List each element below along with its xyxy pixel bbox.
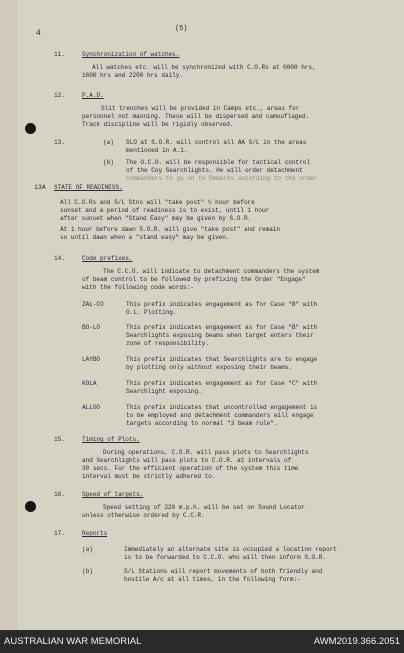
code-word: ALLOO <box>82 404 101 411</box>
section-15-line: During operations, C.O.R. will pass plots to Searchlights <box>103 449 309 456</box>
code-description-line: to be employed and detachment commanders will engage <box>126 412 314 419</box>
section-14-number: 14. <box>54 255 65 262</box>
section-15-line: and Searchlights will pass plots to C.O.R. at intervals of <box>82 457 292 464</box>
code-word: KOLA <box>82 380 97 387</box>
section-13-number: 13. <box>54 139 65 146</box>
section-13-b-line: The O.C.O. will be responsible for tactical control <box>126 159 310 166</box>
page-number: (5) <box>175 25 188 33</box>
section-17-a-line: Immediately an alternate site is occupied a location report <box>124 546 337 553</box>
margin-mark: 4 <box>36 29 41 38</box>
section-16-line: Speed setting of 220 m.p.h. will be set on Sound Locator <box>103 504 305 511</box>
section-15-title: Timing of Plots. <box>82 436 140 443</box>
code-description-line: G.L. Plotting. <box>126 309 177 316</box>
section-16-line: unless otherwise ordered by C.C.R. <box>82 512 205 519</box>
section-13a-line: sunset and a period of readiness is to exist, until 1 hour <box>60 207 270 214</box>
section-15-line: 30 secs. For the efficient operation of the system this time <box>82 465 299 472</box>
footer-accession-number: AWM2019.366.2051 <box>313 636 400 647</box>
code-description-line: This prefix indicates that Searchlights are to engage <box>126 356 318 363</box>
code-description-line: This prefix indicates engagement as for Case "B" with <box>126 324 318 331</box>
code-description-line: Searchlight exposing. <box>126 388 202 395</box>
code-description-line: This prefix indicates engagement as for Case "C" with <box>126 380 318 387</box>
section-12-title: P.A.D. <box>82 92 104 99</box>
section-11-title: Synchronization of watches. <box>82 51 180 58</box>
section-17-title: Reports <box>82 530 108 537</box>
section-17-b-line: hostile A/c at all times, in the following form:- <box>124 576 301 583</box>
punch-hole <box>25 123 36 134</box>
section-11-number: 11. <box>54 51 65 58</box>
section-13-b-line: of the Coy Searchlights. He will order detachment <box>126 167 303 174</box>
code-word: LAYBO <box>82 356 101 363</box>
section-16-number: 16. <box>54 491 65 498</box>
code-description-line: targets according to normal "3 beam rule". <box>126 420 278 427</box>
section-13a-line: All C.O.Rs and S/L Stns will "take post" ½ hour before <box>60 199 255 206</box>
section-13a-title: STATE OF READINESS. <box>54 184 123 191</box>
section-11-line: 1600 hrs and 2200 hrs daily. <box>82 72 183 79</box>
section-17-number: 17. <box>54 530 65 537</box>
code-description-line: This prefix indicates that uncontrolled engagement is <box>126 404 318 411</box>
section-12-line: Slit trenches will be provided in Camps etc., areas for <box>101 105 300 112</box>
code-description-line: Searchlights exposing beams when target enters their <box>126 332 314 339</box>
section-15-line: interval must be strictly adhered to. <box>82 473 216 480</box>
section-11-line: All watches etc. will be synchronized with C.O.Rs at 0800 hrs, <box>92 64 316 71</box>
section-14-intro-line: of beam control to be followed by prefixing the Order "Engage" <box>82 276 306 283</box>
section-13-a-line: mentioned in A.1. <box>126 147 188 154</box>
code-description-line: This prefix indicates engagement as for Case "B" with <box>126 301 318 308</box>
section-13-b-line-obscured: commanders to go on to Remarks according to the order <box>126 175 318 182</box>
section-15-number: 15. <box>54 436 65 443</box>
section-16-title: Speed of targets. <box>82 491 144 498</box>
section-13a-number: 13A <box>34 184 46 191</box>
section-13-b-label: (b) <box>103 159 114 166</box>
section-17-a-line: is to be forwarded to C.C.O. who will then inform S.O.R. <box>124 554 326 561</box>
section-12-line: personnel not manning. These will be dispersed and camouflaged. <box>82 113 310 120</box>
footer-institution: AUSTRALIAN WAR MEMORIAL <box>4 636 142 647</box>
code-description-line: by plotting only without exposing their beams. <box>126 364 292 371</box>
section-13a-line: after sunset when "Stand Easy" may be given by S.O.R. <box>60 215 252 222</box>
code-word: BO-LO <box>82 324 101 331</box>
section-12-line: Track discipline will be rigidly observed. <box>82 121 234 128</box>
section-14-title: Code prefixes. <box>82 255 133 262</box>
section-14-intro-line: with the following code words:- <box>82 284 194 291</box>
section-13a-line: so until dawn when a "stand easy" may be given. <box>60 234 230 241</box>
punch-hole <box>25 501 36 512</box>
section-17-a-label: (a) <box>82 546 93 553</box>
code-word: ZAL-CO <box>82 301 104 308</box>
section-13-a-label: (a) <box>103 139 114 146</box>
section-12-number: 12. <box>54 92 65 99</box>
section-17-b-label: (b) <box>82 568 93 575</box>
section-13-a-line: SLO at S.O.R. will control all AA S/L in the areas <box>126 139 307 146</box>
code-description-line: zone of responsibility. <box>126 340 209 347</box>
section-14-intro-line: The C.C.O. will indicate to detachment commanders the system <box>103 268 320 275</box>
section-17-b-line: S/L Stations will report movements of both friendly and <box>124 568 323 575</box>
section-13a-line: At 1 hour before dawn S.O.R. will give "take post" and remain <box>60 226 281 233</box>
archive-footer <box>0 630 404 653</box>
